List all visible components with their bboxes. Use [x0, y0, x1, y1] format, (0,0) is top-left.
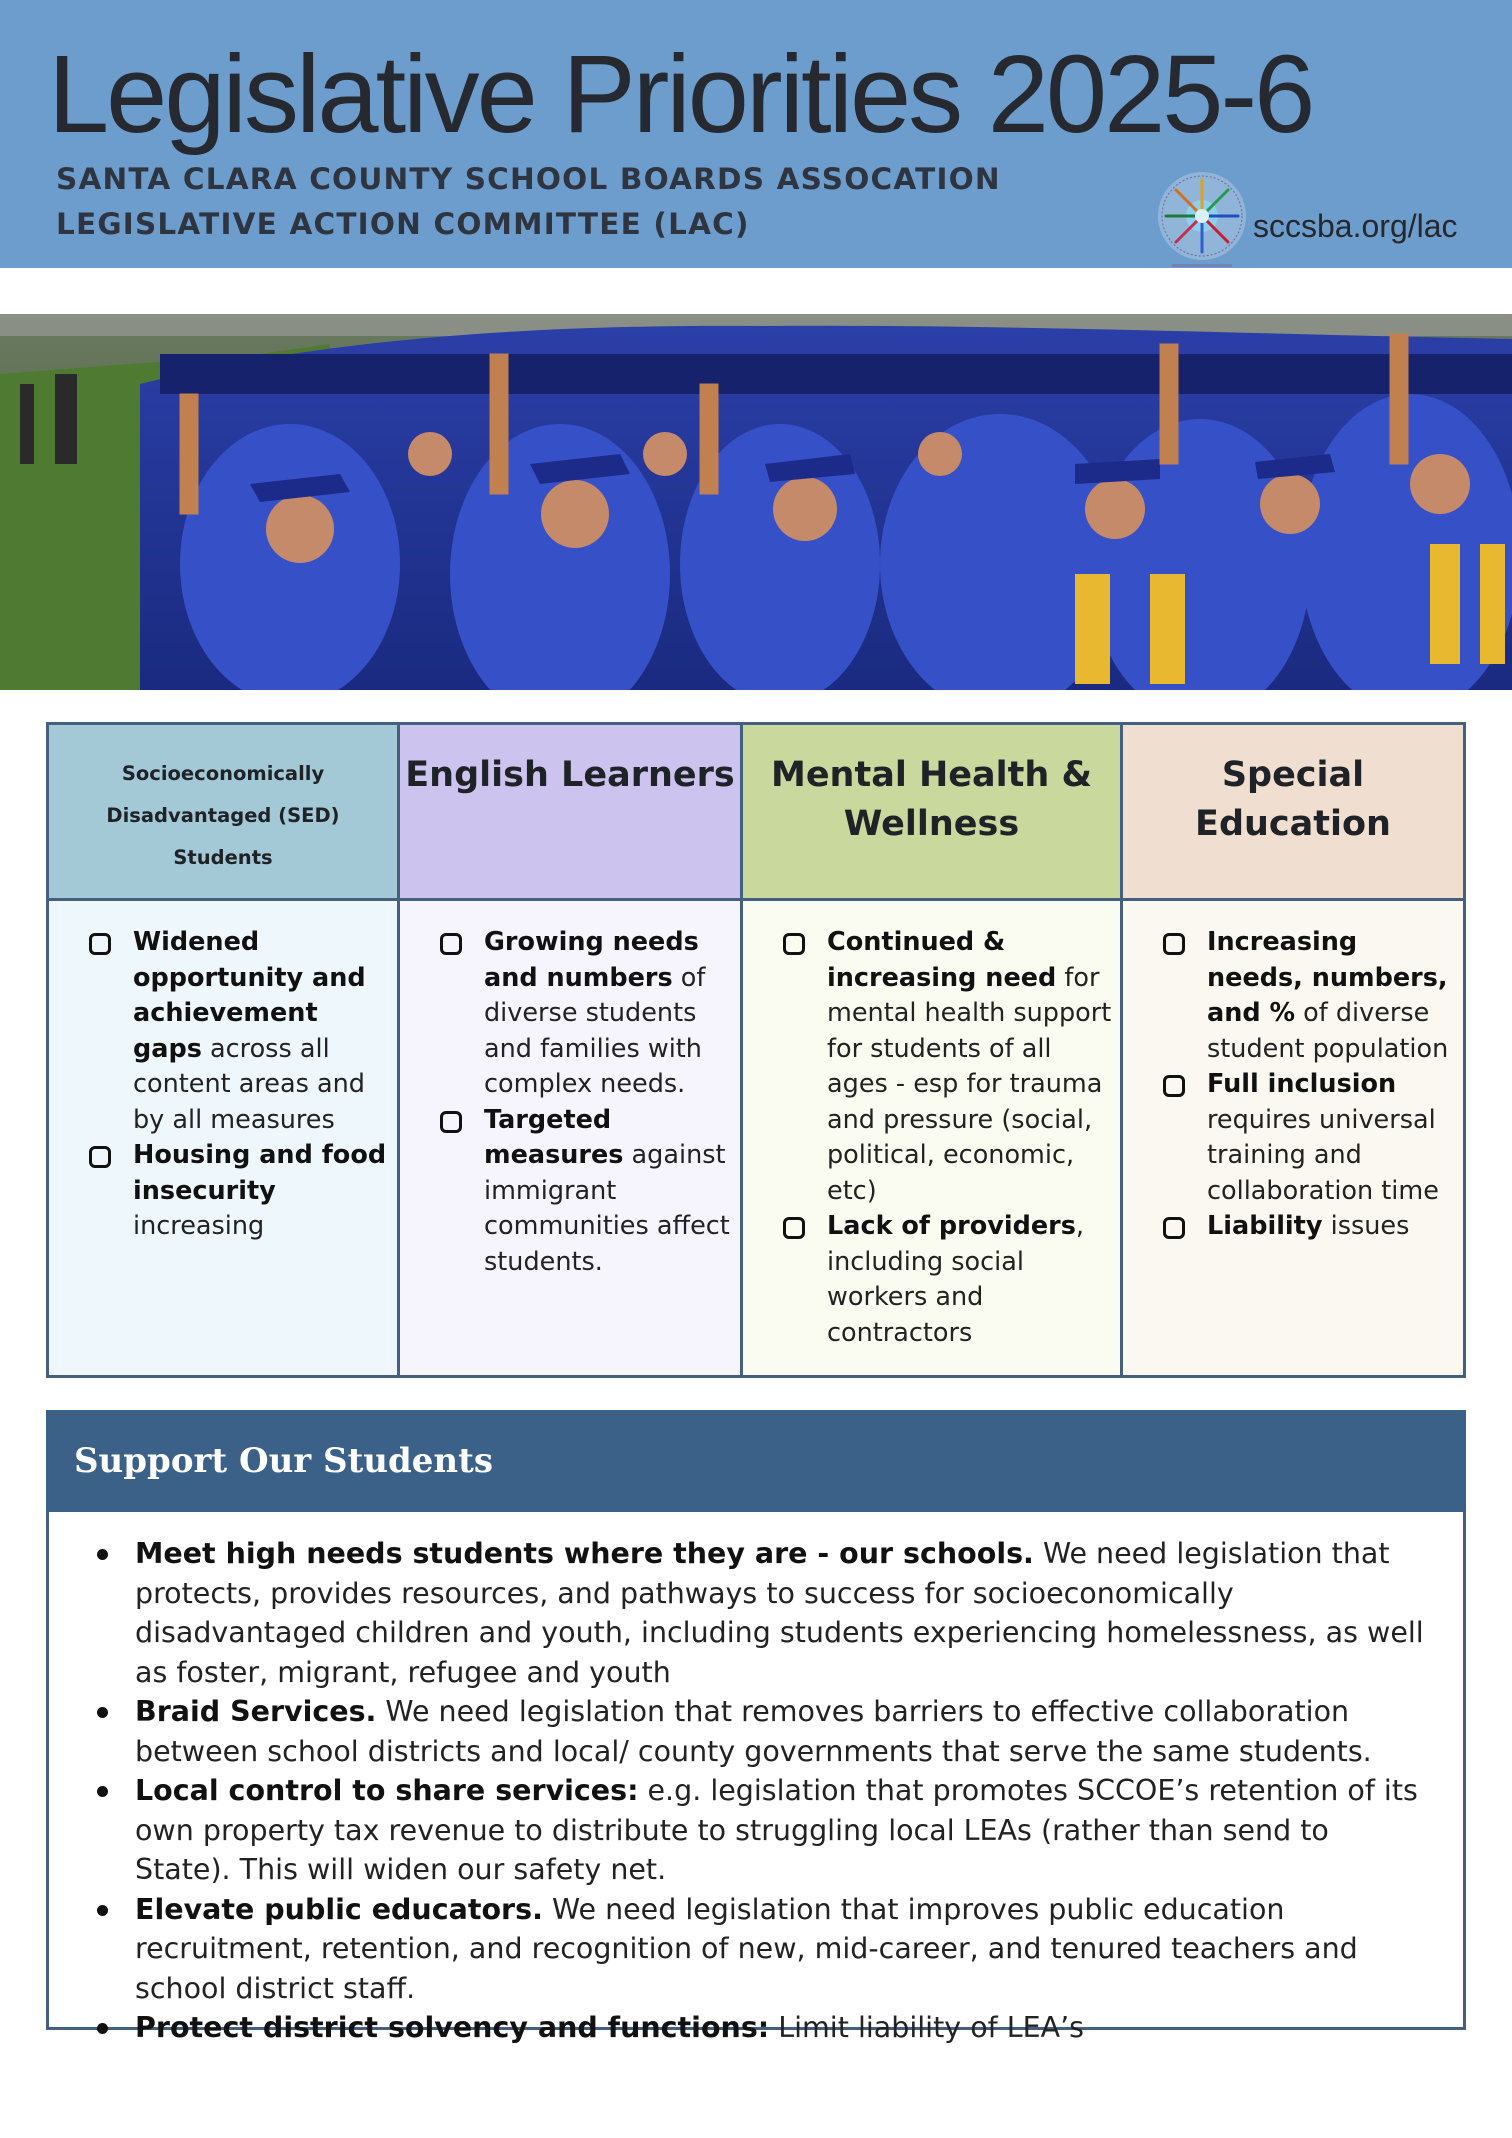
- checkbox-icon[interactable]: [783, 933, 805, 955]
- heading-line: Wellness: [843, 804, 1020, 844]
- bullet-bold-text: Elevate public educators.: [135, 1892, 543, 1926]
- item-bold-text: Continued & increasing need: [827, 927, 1057, 993]
- support-list: [46, 1510, 1466, 2044]
- column-sed: [49, 725, 400, 1375]
- committee-name: LEGISLATIVE ACTION COMMITTEE (LAC): [56, 207, 750, 241]
- bullet-text: We need legislation that improves public education recruitment, retention, and recognition of new, mid-career, and tenured teachers and school district staff.: [135, 1892, 1358, 2005]
- column-body: [743, 901, 1120, 1375]
- heading-line: Education: [1195, 804, 1391, 844]
- item-text: increasing: [133, 1211, 265, 1241]
- support-bullet: [49, 1692, 1463, 1771]
- item-text: against immigrant communities affect students.: [484, 1140, 730, 1277]
- checklist-item: [400, 925, 740, 1103]
- checkbox-icon[interactable]: [1163, 933, 1185, 955]
- item-text: of diverse students and families with complex needs.: [484, 962, 706, 1099]
- item-text: across all content areas and by all measures: [133, 1033, 365, 1135]
- column-heading-english-learners: [400, 725, 740, 901]
- item-text: issues: [1322, 1211, 1410, 1241]
- organization-name: SANTA CLARA COUNTY SCHOOL BOARDS ASSOCATION: [56, 162, 1001, 196]
- bullet-bold-text: Protect district solvency and functions:: [135, 2011, 770, 2044]
- column-body: [400, 901, 740, 1375]
- column-body: [49, 901, 397, 1375]
- item-text: of diverse student population: [1207, 998, 1449, 1064]
- checkbox-icon[interactable]: [783, 1217, 805, 1239]
- checkbox-icon[interactable]: [440, 1111, 462, 1133]
- support-bullet: [49, 1771, 1463, 1890]
- bullet-text: Limit liability of LEA’s: [769, 2011, 1085, 2044]
- item-bold-text: Lack of providers: [827, 1211, 1076, 1241]
- item-bold-text: Targeted measures: [484, 1104, 624, 1170]
- item-text: requires universal training and collaboration time: [1207, 1104, 1439, 1206]
- checklist-item: [49, 925, 397, 1138]
- checkbox-icon[interactable]: [1163, 1075, 1185, 1097]
- column-heading-sed: [49, 725, 397, 901]
- column-body: [1123, 901, 1463, 1375]
- heading-line: Socioeconomically: [121, 762, 325, 785]
- checklist-item: [743, 1209, 1120, 1351]
- checklist-item: [743, 925, 1120, 1209]
- sccsba-logo-icon: [1148, 166, 1256, 274]
- item-bold-text: Increasing needs, numbers, and %: [1207, 927, 1448, 1028]
- support-heading: Support Our Students: [46, 1410, 1466, 1512]
- bullet-text: We need legislation that protects, provides resources, and pathways to success for socioeconomically disadvantaged children and youth, including students experiencing homelessness, as well as foster, migrant, refugee and youth: [135, 1537, 1424, 1689]
- column-english-learners: [400, 725, 743, 1375]
- heading-line: English Learners: [405, 755, 735, 795]
- checkbox-icon[interactable]: [89, 933, 111, 955]
- checkbox-icon[interactable]: [440, 933, 462, 955]
- column-mental-health: [743, 725, 1123, 1375]
- item-text: , including social workers and contractors: [827, 1211, 1085, 1348]
- bullet-icon: [97, 1905, 108, 1916]
- checklist-item: [1123, 1067, 1463, 1209]
- bullet-icon: [97, 2023, 108, 2034]
- column-heading-mental-health: [743, 725, 1120, 901]
- checkbox-icon[interactable]: [1163, 1217, 1185, 1239]
- item-bold-text: Widened opportunity and achievement gaps: [133, 927, 366, 1064]
- item-bold-text: Liability: [1207, 1211, 1323, 1241]
- bullet-icon: [97, 1786, 108, 1797]
- column-special-education: [1123, 725, 1463, 1375]
- checklist-item: [49, 1138, 397, 1245]
- item-bold-text: Housing and food insecurity: [133, 1140, 387, 1206]
- bullet-icon: [97, 1707, 108, 1718]
- bullet-text: We need legislation that removes barriers to effective collaboration between school districts and local/ county governments that serve the same students.: [135, 1695, 1372, 1768]
- support-bullet: [49, 1534, 1463, 1692]
- header-banner: [0, 0, 1512, 268]
- priority-grid: [46, 722, 1466, 1378]
- graduation-photo: [0, 314, 1512, 690]
- bullet-bold-text: Local control to share services:: [135, 1774, 639, 1807]
- bullet-bold-text: Meet high needs students where they are - our schools.: [135, 1537, 1034, 1570]
- item-text: for mental health support for students of all ages - esp for trauma and pressure (social, political, economic, etc): [827, 962, 1112, 1206]
- heading-line: Special: [1221, 755, 1365, 795]
- support-bullet: [49, 1890, 1463, 2009]
- page-title: Legislative Priorities 2025-6: [48, 33, 1313, 156]
- checklist-item: [1123, 1209, 1463, 1245]
- bullet-bold-text: Braid Services.: [135, 1695, 377, 1728]
- item-bold-text: Growing needs and numbers: [484, 927, 699, 993]
- website-link[interactable]: sccsba.org/lac: [1253, 208, 1458, 244]
- bullet-text: e.g. legislation that promotes SCCOE’s retention of its own property tax revenue to distribute to struggling local LEAs (rather than send to State). This will widen our safety net.: [135, 1774, 1418, 1886]
- heading-line: Students: [173, 846, 273, 869]
- checkbox-icon[interactable]: [89, 1146, 111, 1168]
- item-bold-text: Full inclusion: [1207, 1069, 1397, 1099]
- checklist-item: [1123, 925, 1463, 1067]
- support-bullet: [49, 2008, 1463, 2048]
- checklist-item: [400, 1103, 740, 1281]
- bullet-icon: [97, 1549, 108, 1560]
- heading-line: Disadvantaged (SED): [106, 804, 340, 827]
- column-heading-special-education: [1123, 725, 1463, 901]
- heading-line: Mental Health &: [770, 755, 1092, 795]
